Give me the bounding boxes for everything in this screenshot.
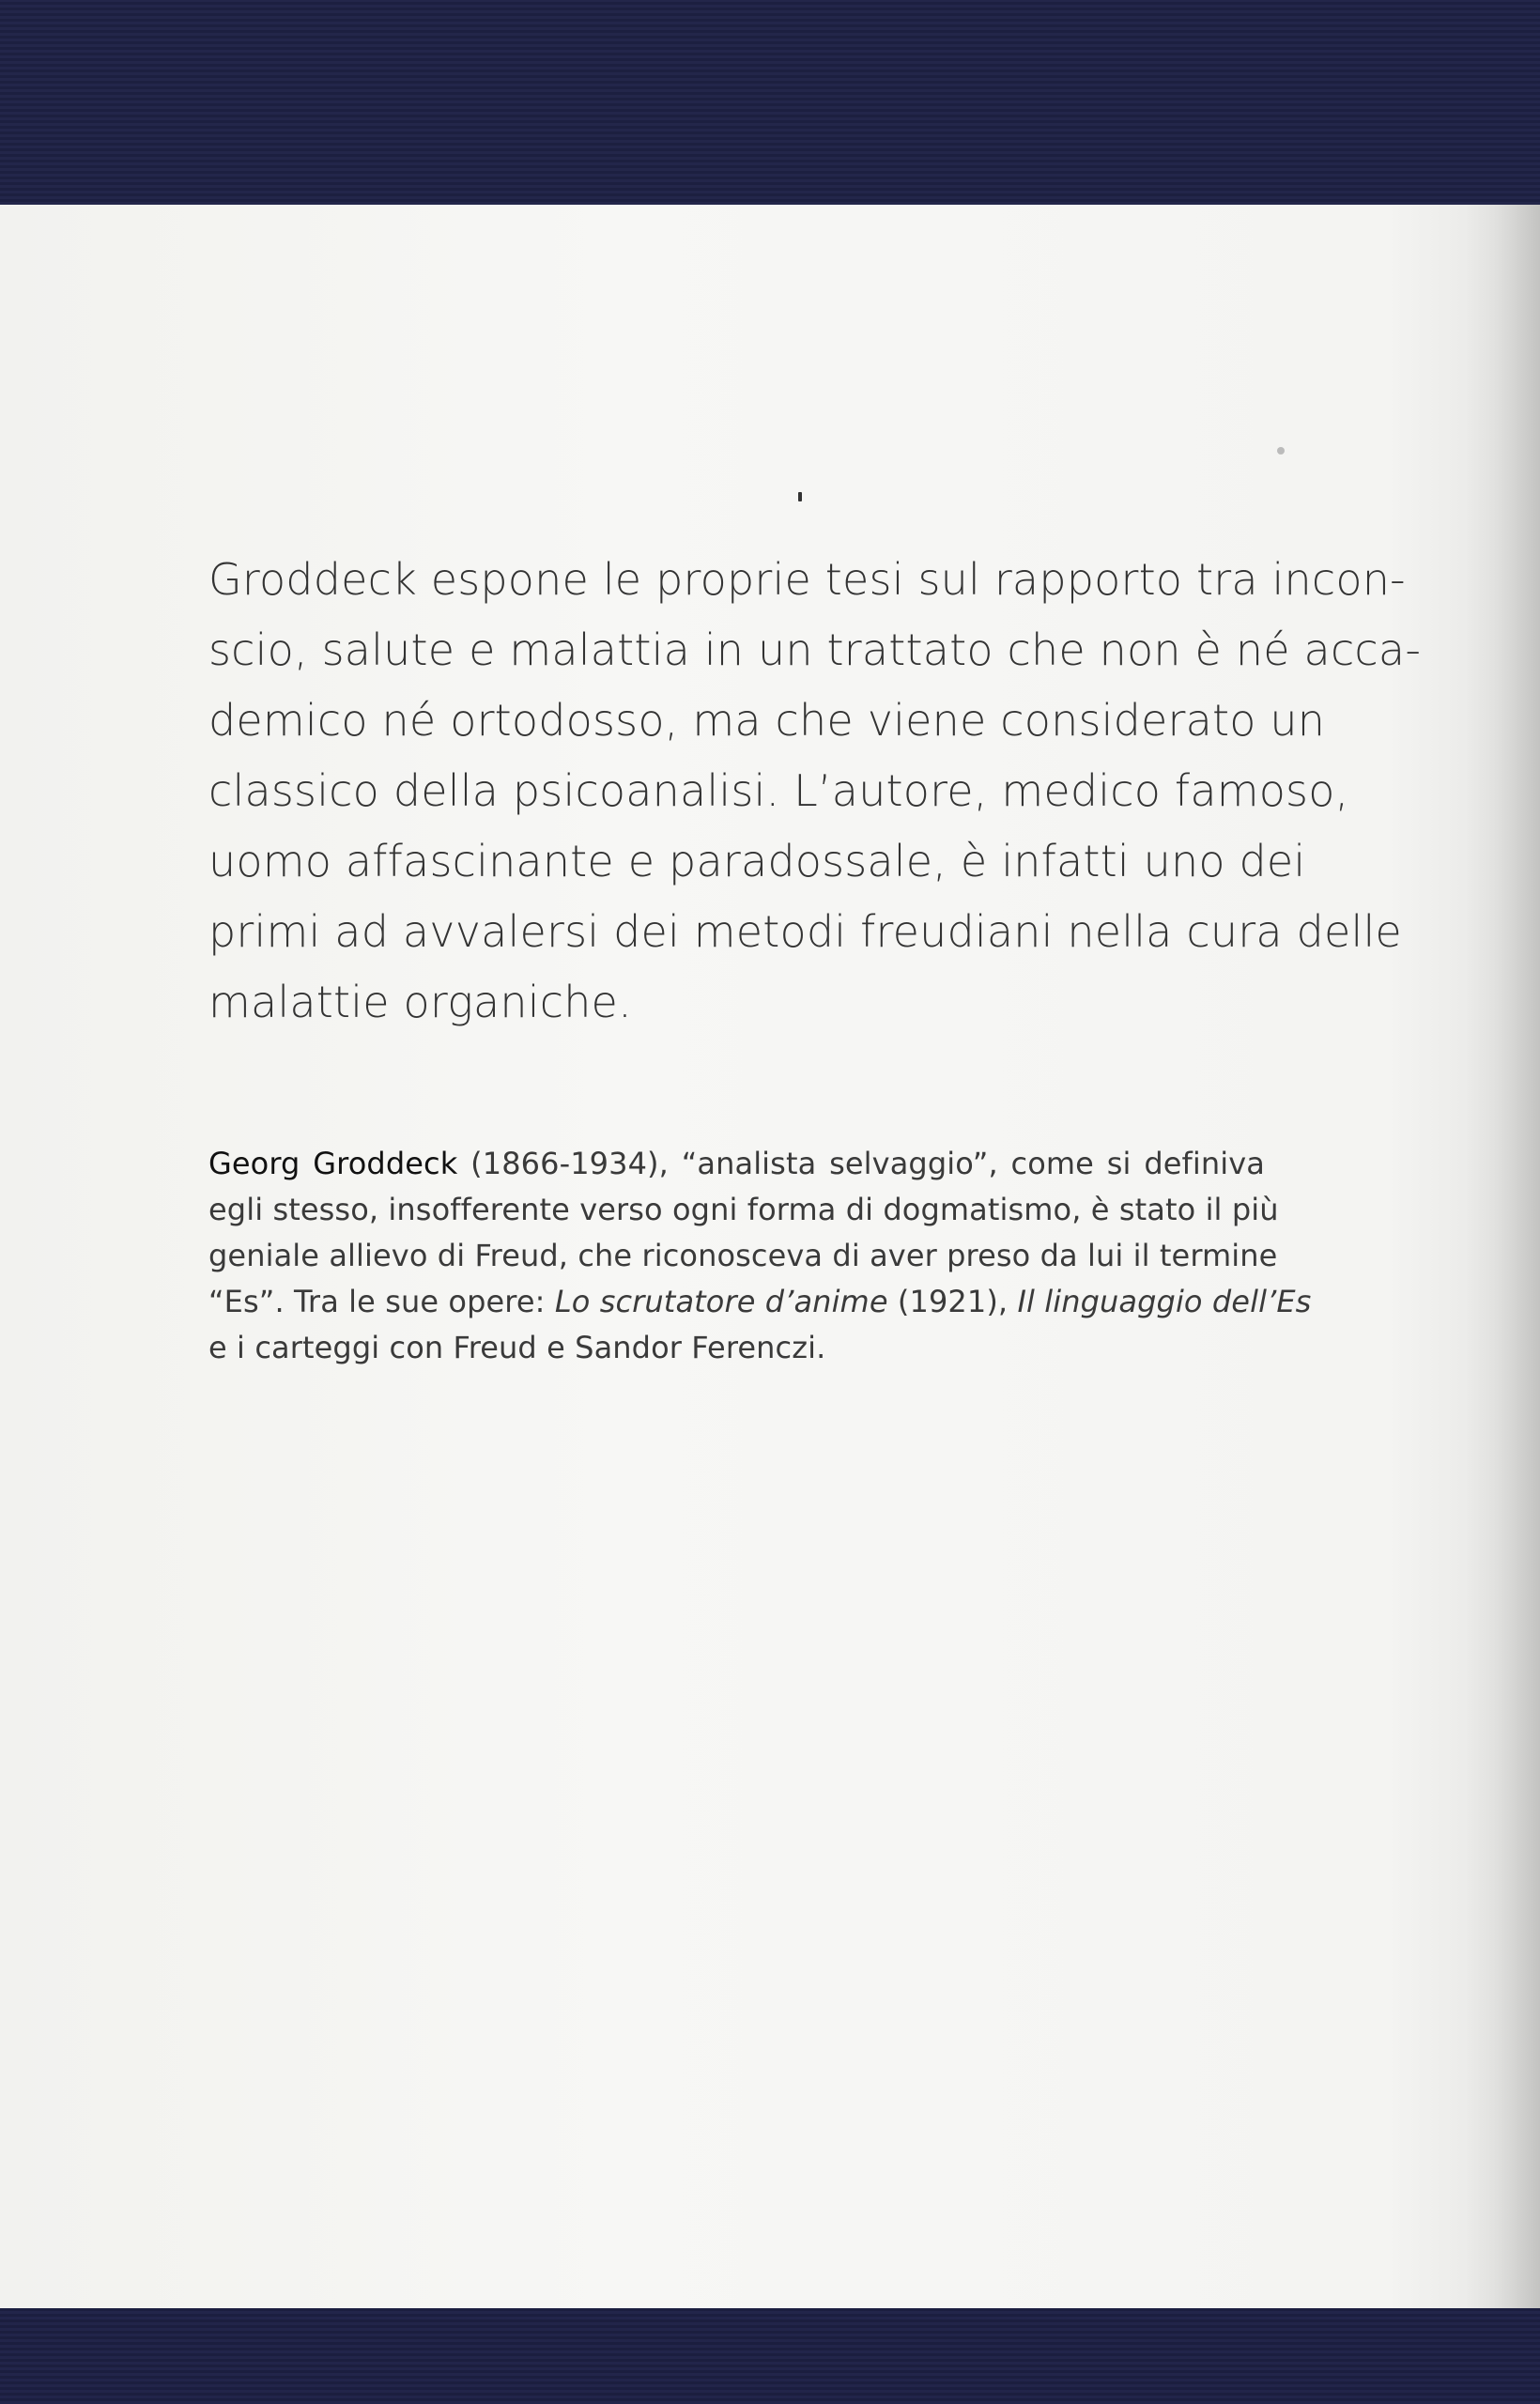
- bio-line: egli stesso, insofferente verso ogni forma di dogmatismo, è stato il più: [208, 1192, 1279, 1227]
- top-cover-band: [0, 0, 1540, 205]
- blurb-line: uomo affascinante e paradossale, è infatti uno dei: [208, 836, 1306, 886]
- blurb-line: demico né ortodosso, ma che viene considerato un: [208, 695, 1326, 746]
- blurb-line: classico della psicoanalisi. L’autore, medico famoso,: [208, 765, 1349, 816]
- author-name: Georg Groddeck: [208, 1146, 458, 1181]
- bio-text: (1866-1934), “analista selvaggio”, come si definiva: [457, 1146, 1265, 1181]
- blurb-line: primi ad avvalersi dei metodi freudiani nella cura delle: [208, 906, 1402, 957]
- blurb-line: Groddeck espone le proprie tesi sul rapporto tra incon-: [208, 554, 1406, 605]
- print-speck: [798, 492, 802, 501]
- blurb-paragraph: [208, 545, 1422, 1038]
- blurb-line: malattie organiche.: [208, 977, 632, 1027]
- bio-text: (1921),: [887, 1284, 1018, 1319]
- work-title: Lo scrutatore d’anime: [554, 1284, 888, 1319]
- print-speck: [1277, 447, 1285, 455]
- spine-shadow: [1465, 205, 1540, 2308]
- bio-text: “Es”. Tra le sue opere:: [208, 1284, 555, 1319]
- work-title: Il linguaggio dell’Es: [1017, 1284, 1312, 1319]
- blurb-line: scio, salute e malattia in un trattato che non è né acca-: [208, 624, 1422, 675]
- author-bio: [208, 1141, 1312, 1371]
- bio-line: e i carteggi con Freud e Sandor Ferenczi.: [208, 1330, 826, 1365]
- bottom-cover-band: [0, 2308, 1540, 2404]
- bio-line: geniale allievo di Freud, che riconosceva di aver preso da lui il termine: [208, 1238, 1278, 1273]
- bio-line: [208, 1141, 1265, 1187]
- bio-line: [208, 1279, 1312, 1325]
